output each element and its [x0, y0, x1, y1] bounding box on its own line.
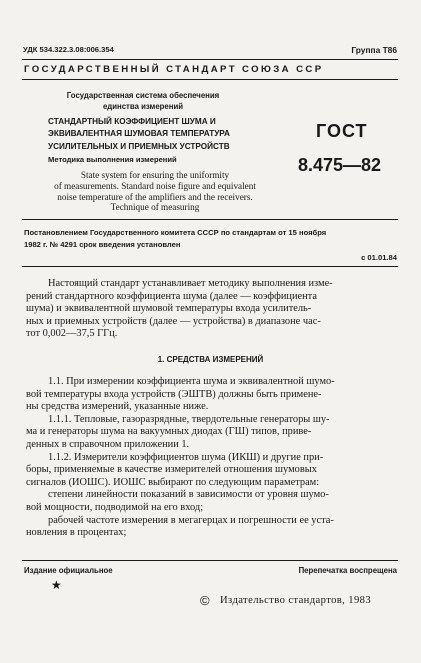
- title-en-line: State system for ensuring the uniformity: [80, 170, 230, 180]
- intro-line: ных и приемных устройств (далее — устройства) в диапазоне час-: [26, 315, 321, 327]
- system-title-line: Государственная система обеспечения: [66, 91, 220, 100]
- clause-1-1-line: вой температуры входа устройств (ЭШТВ) должны быть примене-: [26, 388, 322, 400]
- parameter-line: вой мощности, подводимой на его вход;: [26, 501, 204, 513]
- decree-line: Постановлением Государственного комитета СССР по стандартам от 15 ноября: [24, 228, 327, 237]
- edition-label: Издание официальное: [24, 566, 113, 575]
- system-title-line: единства измерений: [102, 102, 184, 111]
- title-ru-line: УСИЛИТЕЛЬНЫХ И ПРИЕМНЫХ УСТРОЙСТВ: [48, 141, 230, 151]
- udk-code: УДК 534.322.3.08:006.354: [23, 45, 114, 54]
- decree-text: [24, 227, 326, 251]
- gost-number: 8.475—82: [298, 155, 382, 175]
- intro-line: шума) и эквивалентной шумовой температуры входа усилитель-: [26, 303, 312, 315]
- intro-line: рений стандартного коэффициента шума (далее — коэффициента: [26, 290, 317, 302]
- gost-label: ГОСТ: [316, 121, 368, 141]
- system-title: [48, 90, 238, 112]
- effective-date: с 01.01.84: [361, 253, 397, 262]
- group-code: Группа Т86: [351, 45, 397, 55]
- clause-1-1-1-line: денных в справочном приложении 1.: [26, 438, 190, 450]
- title-en-line: of measurements. Standard noise figure and equivalent: [54, 180, 256, 191]
- title-ru-line: СТАНДАРТНЫЙ КОЭФФИЦИЕНТ ШУМА И: [48, 117, 216, 126]
- clause-1-1-line: 1.1. При измерении коэффициента шума и эквивалентной шумо-: [48, 376, 335, 387]
- decree-line: 1982 г. № 4291 срок введения установлен: [24, 240, 181, 249]
- publisher-line: Издательство стандартов, 1983: [220, 595, 372, 606]
- top-rule: [22, 59, 398, 60]
- parameter-line: новления в процентах;: [26, 527, 127, 539]
- parameter-line: рабочей частоте измерения в мегагерцах и погрешности ее уста-: [48, 514, 334, 526]
- intro-line: Настоящий стандарт устанавливает методику выполнения изме-: [48, 278, 333, 289]
- star-icon: ★: [51, 578, 62, 592]
- standard-title-ru: [48, 116, 248, 153]
- intro-line: тот 0,002—37,5 ГГц.: [26, 328, 118, 340]
- copyright-icon: ©: [200, 593, 210, 608]
- footer-rule: [22, 560, 398, 561]
- method-subtitle: Методика выполнения измерений: [48, 155, 177, 164]
- decree-rule: [22, 266, 398, 267]
- standard-banner: ГОСУДАРСТВЕННЫЙ СТАНДАРТ СОЮЗА ССР: [24, 64, 324, 75]
- clause-1-1-2-line: сигналов (ИОШС). ИОШС выбирают по следующим параметрам:: [26, 476, 320, 488]
- standard-title-en: [24, 170, 286, 213]
- title-en-line: Technique of measuring: [110, 202, 200, 213]
- title-en-line: noise temperature of the amplifiers and the receivers.: [57, 191, 253, 202]
- clause-1-1-line: ны средства измерений, указанные ниже.: [26, 401, 209, 413]
- title-ru-line: ЭКВИВАЛЕНТНАЯ ШУМОВАЯ ТЕМПЕРАТУРА: [48, 129, 230, 139]
- title-bottom-rule: [22, 219, 398, 220]
- parameter-line: степени линейности показаний в зависимости от уровня шумо-: [48, 489, 329, 501]
- section-heading: 1. СРЕДСТВА ИЗМЕРЕНИЙ: [157, 355, 264, 364]
- banner-rule: [22, 79, 398, 80]
- clause-1-1-1-line: 1.1.1. Тепловые, газоразрядные, твердотельные генераторы шу-: [48, 413, 330, 425]
- clause-1-1-2-line: 1.1.2. Измерители коэффициентов шума (ИКШ) и другие при-: [48, 451, 324, 463]
- section-body: [26, 376, 396, 540]
- reprint-notice: Перепечатка воспрещена: [298, 566, 397, 575]
- clause-1-1-2-line: боры, применяемые в качестве измерителей отношения шумовых: [26, 464, 317, 476]
- clause-1-1-1-line: ма и генераторы шума на вакуумных диодах (ГШ) типов, приве-: [26, 426, 312, 438]
- intro-paragraph: [26, 278, 396, 341]
